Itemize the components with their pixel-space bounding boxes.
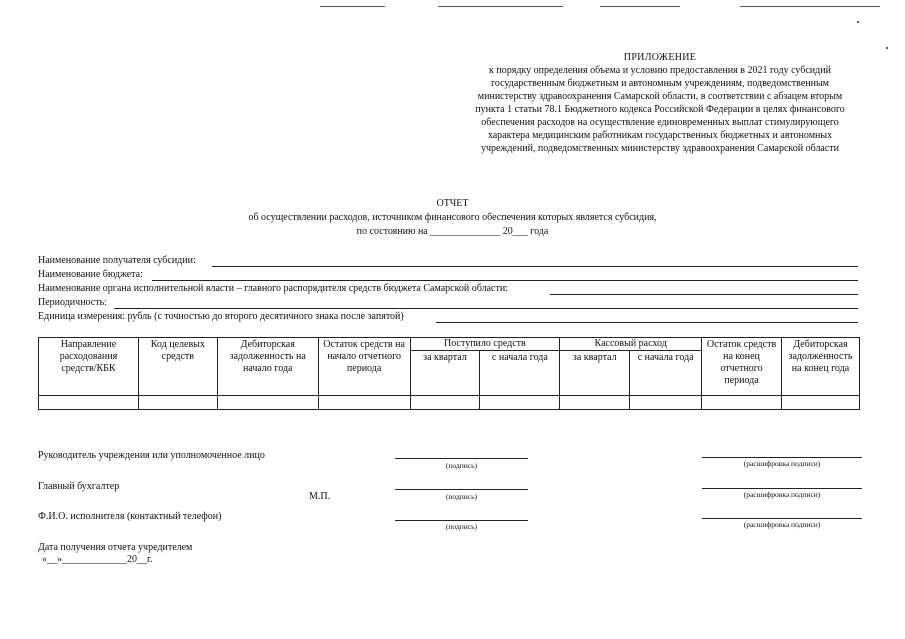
field-periodicity-line[interactable]: [114, 308, 858, 309]
field-recipient-label: Наименование получателя субсидии:: [38, 255, 196, 266]
table-cell[interactable]: [630, 396, 702, 410]
table-cell[interactable]: [39, 396, 139, 410]
signature-executor-label: Ф.И.О. исполнителя (контактный телефон): [38, 511, 222, 522]
decode-executor-line[interactable]: [702, 518, 862, 519]
signature-accountant-caption: (подпись): [445, 492, 478, 501]
table-cell[interactable]: [702, 396, 782, 410]
signature-accountant-line[interactable]: [395, 489, 528, 490]
field-unit-line: [436, 322, 858, 323]
appendix-line: характера медицинским работникам государственных бюджетных и автономных: [487, 130, 833, 141]
appendix-line: пункта 1 статьи 78.1 Бюджетного кодекса Российской Федерации в целях финансового: [475, 104, 845, 115]
appendix-line: обеспечения расходов на осуществление единовременных выплат стимулирующего: [481, 117, 839, 128]
received-date-label: Дата получения отчета учредителем: [38, 542, 193, 553]
field-unit-label: Единица измерения: рубль (с точностью до второго десятичного знака после запятой): [38, 311, 404, 322]
table-cell[interactable]: [410, 396, 480, 410]
scan-edge-line: [438, 6, 563, 7]
signature-head-line[interactable]: [395, 458, 528, 459]
scan-edge-line: [600, 6, 680, 7]
col-header-balance-start: Остаток средств на начало отчетного периода: [318, 338, 410, 396]
table-cell[interactable]: [480, 396, 560, 410]
col-header-direction: Направление расходования средств/КБК: [39, 338, 139, 396]
col-header-received-quarter: за квартал: [410, 351, 480, 396]
scan-speck: [857, 21, 859, 23]
col-header-received: Поступило средств: [410, 338, 560, 351]
signature-executor-caption: (подпись): [445, 522, 478, 531]
decode-head-line[interactable]: [702, 457, 862, 458]
col-header-balance-end: Остаток средств на конец отчетного периода: [702, 338, 782, 396]
scan-edge-line: [740, 6, 880, 7]
col-header-cash-year: с начала года: [630, 351, 702, 396]
col-header-code: Код целевых средств: [138, 338, 217, 396]
decode-accountant-caption: (расшифровка подписи): [743, 490, 821, 499]
table-cell[interactable]: [560, 396, 630, 410]
scan-edge-line: [320, 6, 385, 7]
table-cell[interactable]: [138, 396, 217, 410]
report-subtitle: об осуществлении расходов, источником финансового обеспечения которых является субсидия,: [248, 212, 657, 223]
received-date-value[interactable]: «__»_____________20__г.: [42, 554, 153, 565]
table-cell[interactable]: [217, 396, 318, 410]
col-header-cash-quarter: за квартал: [560, 351, 630, 396]
field-budget-line[interactable]: [152, 280, 858, 281]
signature-head-caption: (подпись): [445, 461, 478, 470]
decode-accountant-line[interactable]: [702, 488, 862, 489]
col-header-received-year: с начала года: [480, 351, 560, 396]
signature-accountant-label: Главный бухгалтер: [38, 481, 120, 492]
table-cell[interactable]: [318, 396, 410, 410]
field-budget-label: Наименование бюджета:: [38, 269, 143, 280]
signature-executor-line[interactable]: [395, 520, 528, 521]
table-cell[interactable]: [781, 396, 859, 410]
decode-head-caption: (расшифровка подписи): [743, 459, 821, 468]
decode-executor-caption: (расшифровка подписи): [743, 520, 821, 529]
appendix-block: [440, 51, 880, 155]
stamp-placeholder: М.П.: [309, 491, 331, 502]
signature-head-label: Руководитель учреждения или уполномоченное лицо: [38, 450, 265, 461]
appendix-line: государственным бюджетным и автономным учреждениям, подведомственным: [490, 78, 830, 89]
field-periodicity-label: Периодичность:: [38, 297, 107, 308]
field-authority-label: Наименование органа исполнительной власти – главного распорядителя средств бюджета Самарской области:: [38, 283, 508, 294]
table-row: [39, 396, 860, 410]
col-header-debt-start: Дебиторская задолженность на начало года: [217, 338, 318, 396]
appendix-line: учреждений, подведомственных министерству здравоохранения Самарской области: [480, 143, 840, 154]
appendix-title: ПРИЛОЖЕНИЕ: [623, 52, 697, 63]
field-recipient-line[interactable]: [212, 266, 858, 267]
report-date-line: по состоянию на ______________ 20___ года: [356, 226, 549, 237]
col-header-cash: Кассовый расход: [560, 338, 702, 351]
report-table: [38, 337, 860, 410]
col-header-debt-end: Дебиторская задолженность на конец года: [781, 338, 859, 396]
appendix-line: к порядку определения объема и условию предоставления в 2021 году субсидий: [489, 65, 831, 76]
field-authority-line[interactable]: [550, 294, 858, 295]
scan-speck: [886, 47, 888, 49]
report-title: ОТЧЕТ: [436, 198, 469, 209]
appendix-line: министерству здравоохранения Самарской области, в соответствии с абзацем вторым: [477, 91, 843, 102]
